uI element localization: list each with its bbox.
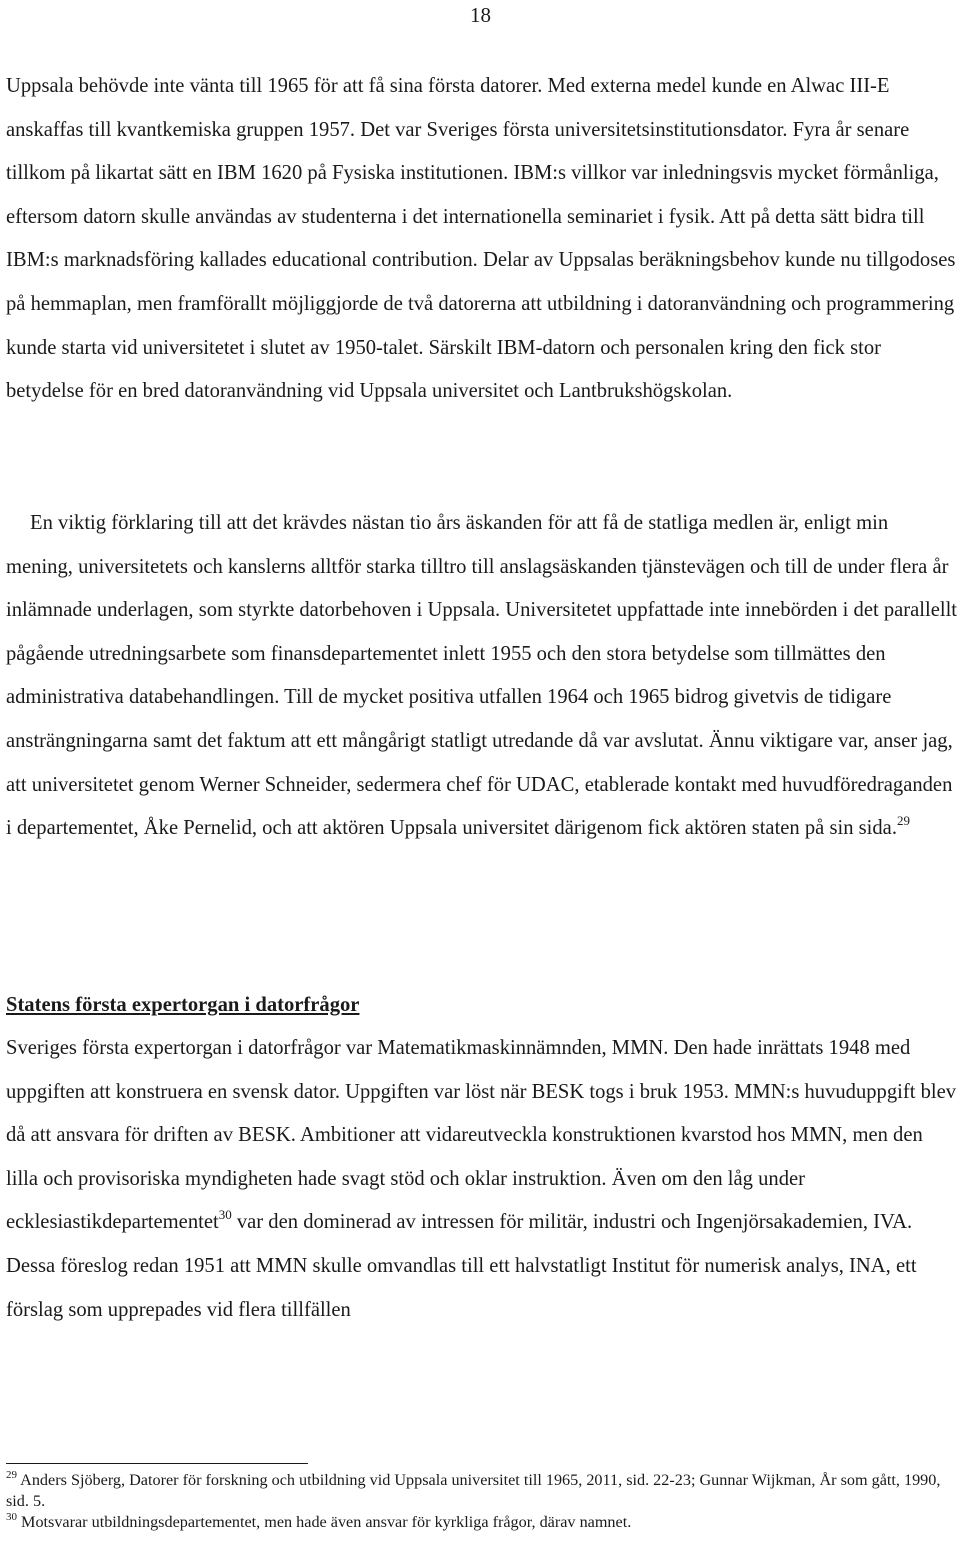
footnote-text: Anders Sjöberg, Datorer för forskning och utbildning vid Uppsala universitet till 1965, 2011, sid. 22-23; Gunnar Wijkman, År som gått, 1990, sid. 5. [6, 1471, 941, 1510]
paragraph-uppsala-early-computers: Uppsala behövde inte vänta till 1965 för att få sina första datorer. Med externa medel kunde en Alwac III-E anskaffas till kvantkemiska gruppen 1957. Det var Sveriges första universitetsinstitutionsdator. Fyra år senare tillkom på likartat sätt en IBM 1620 på Fysiska institutionen. IBM:s villkor var inledningsvis mycket förmånliga, eftersom datorn skulle användas av studenterna i det internationella seminariet i fysik. Att på detta sätt bidra till IBM:s marknadsföring kallades educational contribution. Delar av Uppsalas beräkningsbehov kunde nu tillgodoses på hemmaplan, men framförallt möjliggjorde de två datorerna att utbildning i datoranvändning och programmering kunde starta vid universitetet i slutet av 1950-talet. Särskilt IBM-datorn och personalen kring den fick stor betydelse för en bred datoranvändning vid Uppsala universitet och Lantbrukshögskolan. [6, 75, 956, 403]
footnote-number: 29 [6, 1469, 17, 1481]
page-number: 18 [470, 3, 491, 27]
footnote-text: Motsvarar utbildningsdepartementet, men hade även ansvar för kyrkliga frågor, därav namnet. [17, 1513, 632, 1531]
paragraph-text: En viktig förklaring till att det krävdes nästan tio års äskanden för att få de statliga medlen är, enligt min mening, universitetets och kanslerns alltför starka tilltro till anslagsäskanden tjänstevägen och till de under flera år inlämnade underlagen, som styrkte datorbehoven i Uppsala. Universitetet uppfattade inte innebörden i det parallellt pågående utredningsarbete som finansdepartementet inlett 1955 och den stora betydelse som tillmättes den administrativa databehandlingen. Till de mycket positiva utfallen 1964 och 1965 bidrog givetvis de tidigare ansträngningarna samt det faktum att ett mångårigt statligt utredande då var avslutat. Ännu viktigare var, anser jag, att universitetet genom Werner Schneider, sedermera chef för UDAC, etablerade kontakt med huvudföredraganden i departementet, Åke Pernelid, och att aktören Uppsala universitet därigenom fick aktören staten på sin sida. [6, 512, 958, 840]
paragraph-funding-explanation [6, 502, 958, 851]
footnotes [6, 1470, 958, 1533]
paragraph-text: Sveriges första expertorgan i datorfrågor var Matematikmaskinnämnden, MMN. Den hade inrättats 1948 med uppgiften att konstruera en svensk dator. Uppgiften var löst när BESK togs i bruk 1953. MMN:s huvuduppgift blev då att ansvara för driften av BESK. Ambitioner att vidareutveckla konstruktionen kvarstod hos MMN, men den lilla och provisoriska myndigheten hade svagt stöd och oklar instruktion. Även om den låg under ecklesiastikdepartementet [6, 1037, 957, 1234]
footnote [6, 1470, 958, 1512]
footnote-number: 30 [6, 1511, 17, 1523]
footnote [6, 1512, 958, 1533]
footnote-reference: 30 [218, 1207, 232, 1223]
footnote-separator [6, 1463, 308, 1464]
section-heading: Statens första expertorgan i datorfrågor [6, 994, 360, 1016]
paragraph-text: var den dominerad av intressen för militär, industri och Ingenjörsakademien, IVA. Dessa föreslog redan 1951 att MMN skulle omvandlas till ett halvstatligt Institut för numerisk analys, INA, ett förslag som upprepades vid flera tillfällen [6, 1211, 917, 1321]
paragraph-mmn [6, 1027, 958, 1332]
footnote-reference: 29 [896, 813, 910, 829]
